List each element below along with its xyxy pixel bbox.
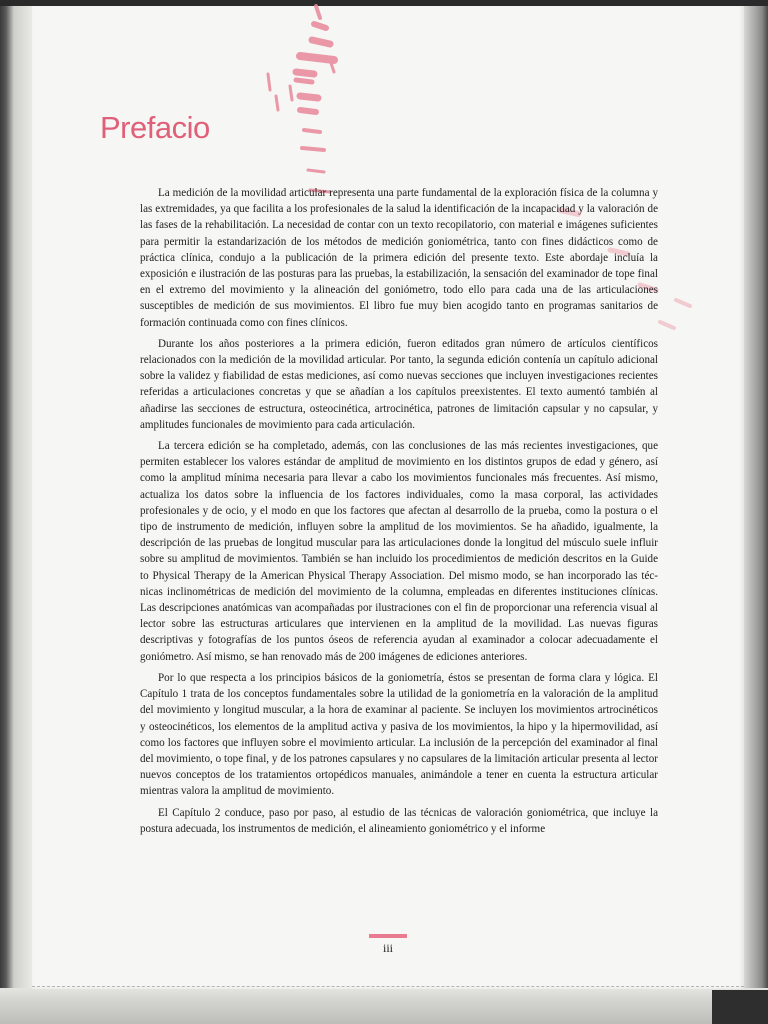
page-bottom-rule [32,986,744,987]
scan-edge-top [0,0,768,6]
preface-body [140,185,658,842]
page-number-bar [369,934,407,938]
paragraph: La medición de la movilidad articular representa una parte fundamental de la exploración física de la columna y las extremidades, ya que facilita a los profesionales de la salud la identificación de la incapacidad y la valoración de las fases de la rehabilitación. La necesidad de contar con un texto recopilatorio, con material e imágenes suficientes para permitir la estandarización de los métodos de medición goniométrica, tanto con fines didácticos como de práctica clínica, condujo a la publicación de la primera edición del presente texto. Este abordaje incluía la exposición e ilustración de las posturas para las pruebas, la estabilización, la sensación del examinador de tope final en el extremo del movimiento y la alineación del goniómetro, todo ello para cada una de las articulaciones susceptibles de medición de sus movimientos. El libro fue muy bien acogido tanto en programas sanitarios de formación continuada como con fines clínicos. [140,187,658,329]
scan-corner-shadow [712,990,768,1024]
scan-edge-bottom [0,988,768,1024]
paragraph: Durante los años posteriores a la primera edición, fueron editados gran número de artículos científicos relacionados con la medición de la movilidad articular. Por tanto, la segunda edición contenía un capítulo adicional sobre la validez y fiabilidad de estas mediciones, así como nuevas secciones que incluyen investigaciones recientes referidas a articulaciones concretas y que se añadían a los capítulos preexistentes. El texto aumentó también al añadirse las secciones de estructura, osteocinética, artrocinética, patrones de limitación capsular y no capsular, y amplitudes funcionales de movimiento para cada articulación. [140,337,658,431]
page-title: Prefacio [100,110,210,145]
page-number: iii [382,941,393,955]
paragraph: El Capítulo 2 conduce, paso por paso, al estudio de las técnicas de valoración goniométrica, que incluye la postura adecuada, los instrumentos de medición, el alineamiento goniométrico y el informe [140,806,658,835]
scan-edge-left [0,0,32,1024]
scan-edge-right [744,0,768,1024]
paragraph: Por lo que respecta a los principios básicos de la goniometría, éstos se presentan de forma clara y lógica. El Capítulo 1 trata de los conceptos fundamentales sobre la utilidad de la goniometría en la valoración de la amplitud del movimiento y longitud muscular, a la hora de examinar al paciente. Se incluyen los movimientos artrocinéticos y osteocinéticos, los elementos de la amplitud activa y pasiva de los movimientos, la hipo y la hipermovilidad, así como los factores que influyen sobre el movimiento articular. La inclusión de la percepción del examinador al final del movimiento, o tope final, y de los patrones capsulares y no capsulares de la limitación articular presenta al lector nuevos conceptos de los tratamientos ortopédicos manuales, animándole a tener en cuenta la estructura articular mientras valora la amplitud de movimiento. [140,671,658,798]
paragraph: La tercera edición se ha completado, además, con las conclusiones de las más recientes investigaciones, que permiten establecer los valores estándar de amplitud de movimiento en los distintos grupos de edad y género, así como la amplitud mínima necesaria para llevar a cabo los movimientos funcionales más frecuentes. Así mismo, actualiza los datos sobre la influencia de los factores individuales, como la masa corporal, las actividades profesionales y de ocio, y el modo en que los factores que afectan al desarrollo de la prueba, como la postura o el tipo de instrumento de medición, influyen sobre la amplitud de los movimientos. Se ha añadido, igualmente, la descripción de las pruebas de longitud muscular para las articulaciones donde la longitud del músculo suele influir sobre su amplitud de movimientos. También se han incluido los procedimientos de medición descritos en la Guide to Physical Therapy de la American Physical Therapy Association. Del mismo modo, se han incorporado las técnicas inclinométricas de medición del movimiento de la columna, empleadas en diferentes instituciones clínicas. Las descripciones anatómicas van acompañadas por ilustraciones con el fin de proporcionar una referencia visual al lector sobre las estructuras articulares que intervienen en la amplitud de la movilidad. Las nuevas figuras descriptivas y fotografías de los puntos óseos de referencia ayudan al examinador a colocar adecuadamente el goniómetro. Así mismo, se han renovado más de 200 imágenes de ediciones anteriores. [140,440,658,663]
